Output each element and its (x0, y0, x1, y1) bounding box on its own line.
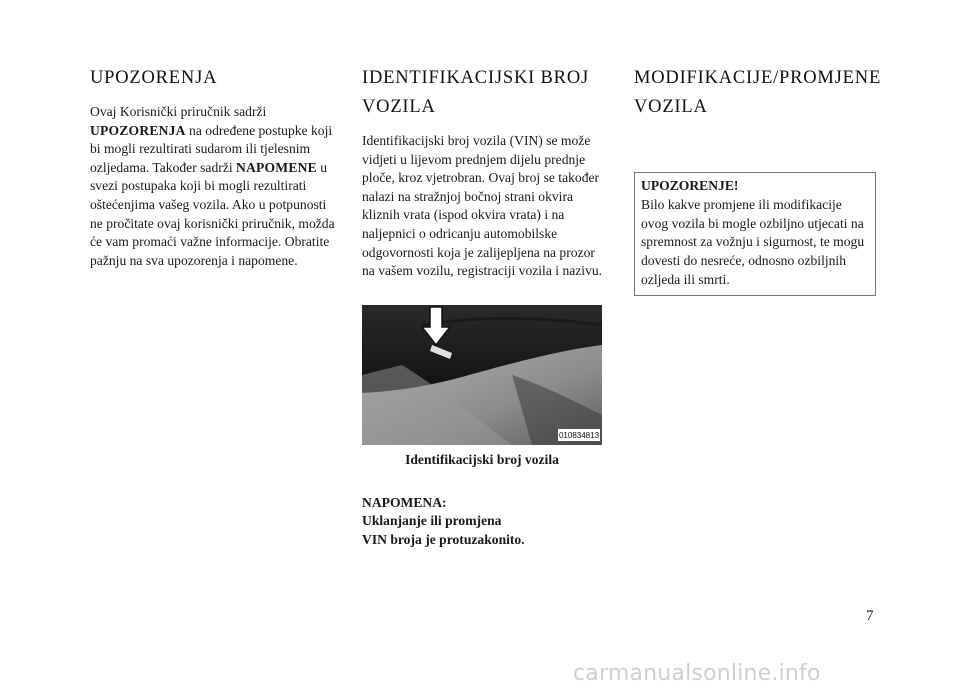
figure-code: 01083481​3 (558, 430, 600, 440)
warnings-paragraph (90, 103, 335, 270)
figure-caption: Identifikacijski broj vozila (405, 451, 559, 467)
warnings-bold-1: UPOZORENJA (90, 122, 186, 138)
warnings-text-1: Ovaj Korisnički priručnik sadrži (90, 104, 267, 119)
column-modifications (634, 64, 882, 296)
warnings-text-3: u svezi postupaka koji bi mogli rezultirati oštećenjima vašeg vozila. Ako u potpunosti ne pročitate ovaj korisnički priručnik, možda će vam promaći važne informacije. Obratite pažnju na sva upozorenja i napomene. (90, 159, 335, 268)
heading-vin: IDENTIFIKACIJSKI BROJ VOZILA (362, 68, 589, 117)
warnings-bold-2: NAPOMENE (236, 159, 317, 175)
column-warnings (90, 64, 335, 270)
page-number: 7 (866, 608, 874, 624)
heading-upozorenja: UPOZORENJA (90, 68, 218, 88)
note-line: VIN broja je protuzakonito. (362, 531, 525, 547)
vin-paragraph: Identifikacijski broj vozila (VIN) se može vidjeti u lijevom prednjem dijelu prednje ploče, kroz vjetrobran. Ovaj broj se također nalazi na stražnjoj bočnoj strani okvira kliznih vrata (ispod okvira vrata) i na naljepnici o odricanju automobilske odgovornosti koja je zalijepljena na prozor na vašem vozilu, registraciji vozila i nazivu. (362, 133, 603, 279)
warnings-text-2: na određene postupke koji bi mogli rezultirati sudarom ili tjelesnim ozljedama. Također sadrži (90, 122, 333, 175)
column-vin (362, 64, 607, 550)
vin-note (362, 494, 607, 550)
note-line: Uklanjanje ili promjena (362, 513, 502, 529)
vin-location-photo (362, 305, 602, 445)
note-line: NAPOMENA: (362, 494, 447, 510)
warning-text: Bilo kakve promjene ili modifikacije ovog vozila bi mogle ozbiljno utjecati na spremnost za vožnju i sigurnost, te mogu dovesti do nesreće, odnosno ozbiljnih ozljeda ili smrti. (641, 196, 865, 287)
heading-modifikacije: MODIFIKACIJE/PROMJENE VOZILA (634, 68, 882, 117)
warning-box (634, 172, 876, 296)
watermark: carmanualsonline.info (573, 661, 821, 686)
warning-title: UPOZORENJE! (641, 178, 739, 193)
